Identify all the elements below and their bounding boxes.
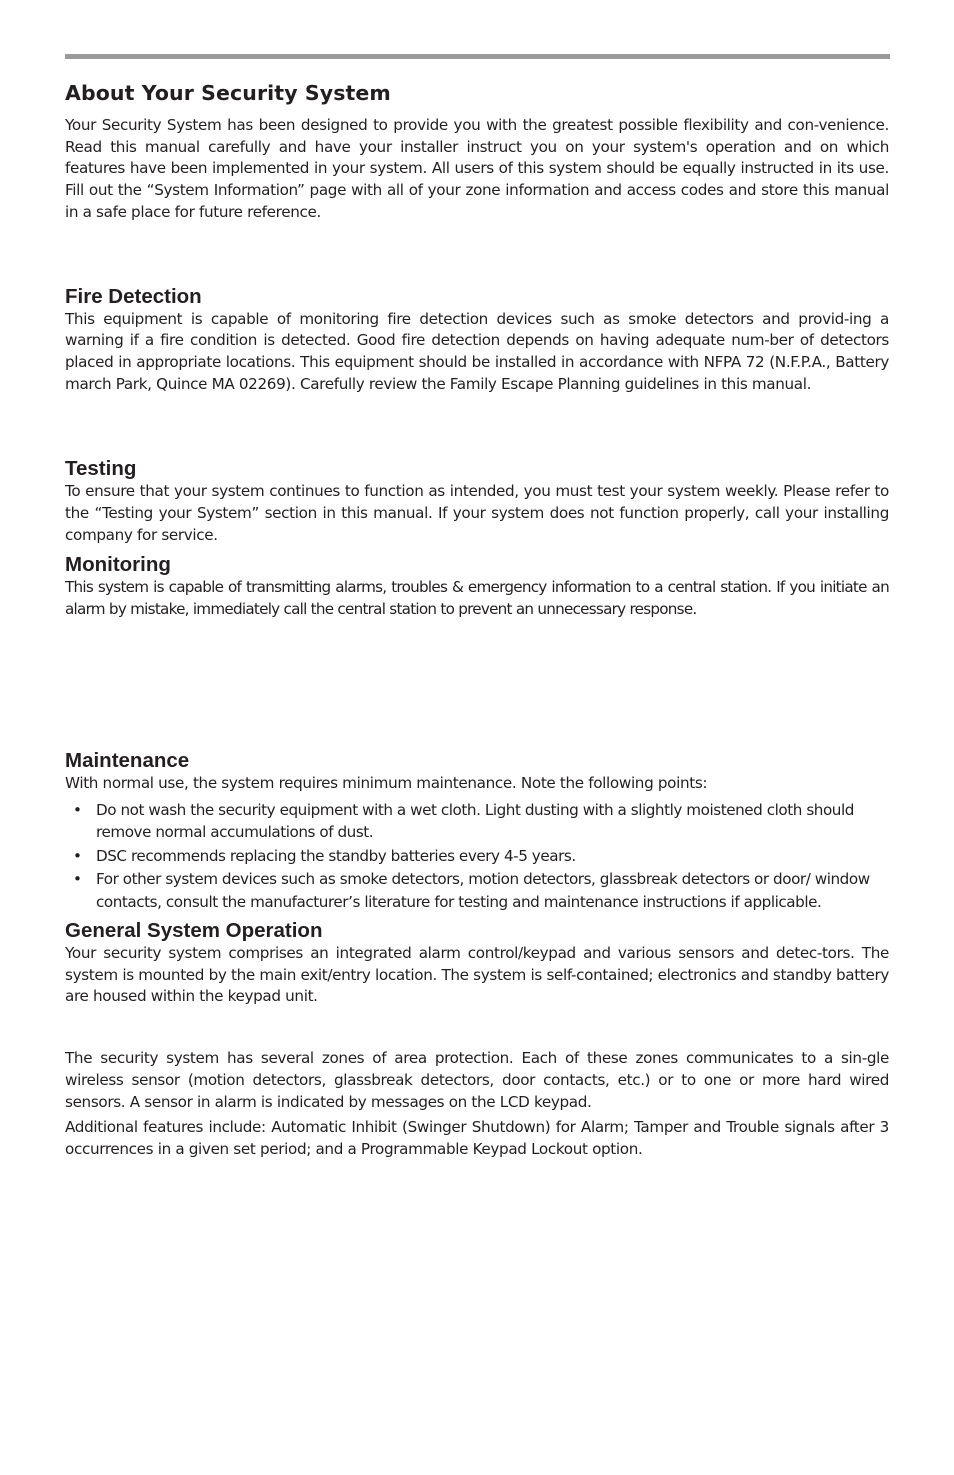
- section-about: [65, 79, 889, 224]
- list-item-text: DSC recommends replacing the standby batteries every 4-5 years.: [96, 846, 576, 865]
- heading-testing: Testing: [65, 457, 137, 481]
- section-general-operation: [65, 919, 889, 1161]
- heading-monitoring: Monitoring: [65, 553, 171, 577]
- bullet-glyph: •: [73, 870, 82, 889]
- paragraph-fire-detection: This equipment is capable of monitoring fire detection devices such as smoke detectors and provid-ing a warning if a fire condition is detected. Good fire detection depends on having adequate num-ber of detectors placed in appropriate locations. This equipment should be installed in accordance with NFPA 72 (N.F.P.A., Battery march Park, Quince MA 02269). Carefully review the Family Escape Planning guidelines in this manual.: [65, 309, 889, 393]
- top-rule: [65, 54, 890, 59]
- section-maintenance: [65, 749, 889, 913]
- manual-page: [65, 79, 889, 1161]
- section-monitoring: [65, 553, 889, 620]
- section-testing: [65, 457, 889, 546]
- list-item-text: Do not wash the security equipment with a wet cloth. Light dusting with a slightly moistened cloth should remove normal accumulations of dust.: [96, 800, 854, 842]
- list-item: [65, 845, 889, 868]
- list-item-text: For other system devices such as smoke detectors, motion detectors, glassbreak detectors or door/ window contacts, consult the manufacturer’s literature for testing and maintenance instructions if applicable.: [96, 870, 870, 911]
- paragraph-general-2: The security system has several zones of area protection. Each of these zones communicates to a sin-gle wireless sensor (motion detectors, glassbreak detectors, door contacts, etc.) or to one or more hard wired sensors. A sensor in alarm is indicated by messages on the LCD keypad.: [65, 1049, 889, 1111]
- section-fire-detection: [65, 285, 889, 396]
- paragraph-testing: To ensure that your system continues to function as intended, you must test your system weekly. Please refer to the “Testing your System” section in this manual. If your system does not function properly, call your installing company for service.: [65, 482, 889, 544]
- list-item: [65, 868, 889, 913]
- heading-fire-detection: Fire Detection: [65, 284, 202, 308]
- list-item: [65, 799, 889, 844]
- bullet-glyph: •: [73, 846, 82, 865]
- heading-general-operation: General System Operation: [65, 919, 323, 943]
- bullet-glyph: •: [73, 800, 82, 819]
- paragraph-about: Your Security System has been designed to provide you with the greatest possible flexibility and con-venience. Read this manual carefully and have your installer instruct you on your system's operation and on which features have been implemented in your system. All users of this system should be equally instructed in its use. Fill out the “System Information” page with all of your zone information and access codes and store this manual in a safe place for future reference.: [65, 116, 889, 221]
- paragraph-general-3: Additional features include: Automatic Inhibit (Swinger Shutdown) for Alarm; Tamper and Trouble signals after 3 occurrences in a given set period; and a Programmable Keypad Lockout option.: [65, 1118, 889, 1158]
- maintenance-list: [65, 799, 889, 914]
- paragraph-general-1: Your security system comprises an integrated alarm control/keypad and various sensors and detec-tors. The system is mounted by the main exit/entry location. The system is self-contained; electronics and standby battery are housed within the keypad unit.: [65, 944, 889, 1006]
- paragraph-maintenance-intro: With normal use, the system requires minimum maintenance. Note the following points:: [65, 773, 708, 792]
- heading-maintenance: Maintenance: [65, 748, 190, 772]
- heading-about: About Your Security System: [65, 81, 391, 105]
- paragraph-monitoring: This system is capable of transmitting alarms, troubles & emergency information to a central station. If you initiate an alarm by mistake, immediately call the central station to prevent an unnecessary response.: [65, 578, 889, 619]
